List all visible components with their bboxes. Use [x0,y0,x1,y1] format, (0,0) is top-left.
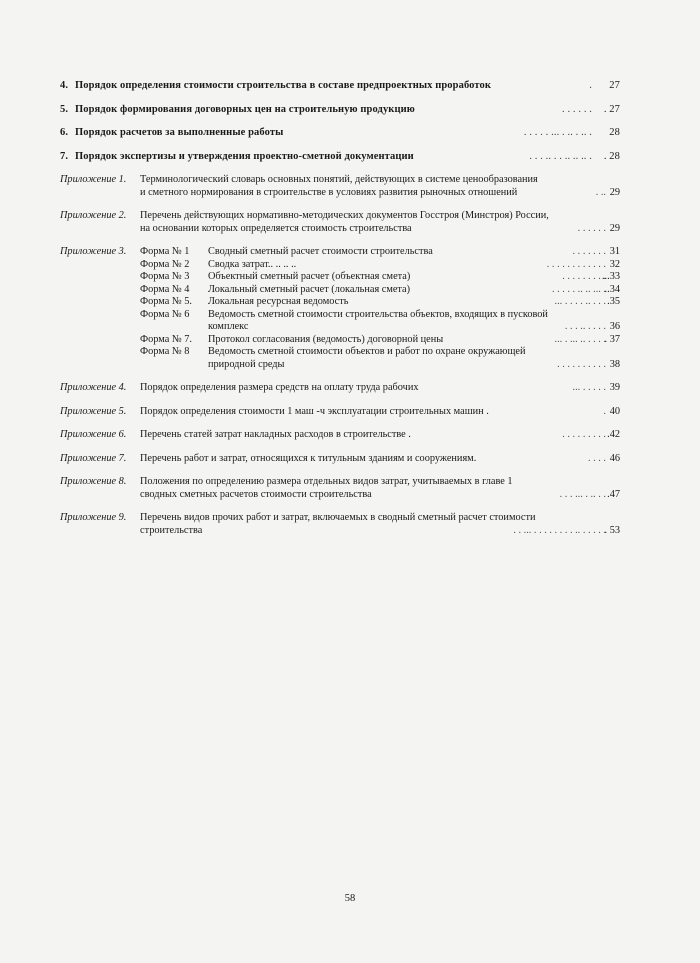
toc-section-row [60,78,620,93]
page-ref: . 53 [604,524,620,536]
form-number: Форма № 8 [140,346,190,357]
appendix-line [140,223,620,236]
form-line [140,296,620,309]
appendix-body [140,246,620,371]
section-title: Порядок определения стоимости строительства в составе предпроектных проработок [75,80,491,91]
form-line [140,259,620,272]
appendix-line [140,429,620,442]
form-line [140,271,620,284]
appendix-line [140,476,620,489]
appendix-body [140,512,620,537]
page-ref: 40 [609,405,620,417]
leader-dots: . . . . . .. .. ... . [551,283,606,295]
leader-dots: ... . . . . . [572,382,606,393]
section-number: 5. [60,103,69,115]
form-line [140,246,620,259]
appendix-line [140,489,620,502]
page-ref: 29 [609,222,620,234]
appendix-line [140,525,620,538]
appendix-line [140,406,620,419]
appendix-label: Приложение 7. [60,452,127,464]
leader-dots: . .. [595,186,606,198]
form-title: Ведомость сметной стоимости строительства объектов, входящих в пусковой [208,308,548,320]
leader-dots: . [603,405,606,417]
form-line [140,346,620,359]
appendix-line [140,453,620,466]
appendix-body [140,174,620,199]
form-number: Форма № 4 [140,283,190,295]
form-title: Сводка затрат.. .. .. .. [208,258,297,270]
appendix-text: и сметного нормирования в строительстве в условиях развития рыночных отношений [140,186,518,198]
appendix-label: Приложение 4. [60,382,127,393]
page-ref: .42 [607,429,620,440]
appendix-text: Порядок определения стоимости 1 маш -ч эксплуатации строительных машин . [140,405,489,417]
leader-dots: . . ... . . . . . . . . .. . . . . . [513,524,606,536]
appendix-label: Приложение 6. [60,429,127,440]
form-line [140,359,620,372]
toc-section-row [60,125,620,140]
leader-dots: . . . ... . .. . . [559,488,606,500]
form-title: Сводный сметный расчет стоимости строительства [208,246,433,257]
appendix-body [140,406,620,419]
appendix-body [140,382,620,395]
appendix-text: на основании которых определяется стоимость строительства [140,222,412,234]
leader-dots: . . . . . ... . .. . .. . [523,127,592,138]
appendix-label: Приложение 8. [60,476,127,487]
leader-dots: ... . ... .. . . . . [554,333,606,345]
section-title: Порядок экспертизы и утверждения проектно-сметной документации [75,150,414,162]
leader-dots: . . . . . . . . . [562,429,606,440]
page-ref: . 27 [603,103,620,115]
appendix-text: Перечень статей затрат накладных расходов в строительстве . [140,429,411,440]
page-ref: .47 [607,488,620,500]
leader-dots: . . . . . . [577,222,606,234]
leader-dots: . . . . . . . . . . . . [546,258,606,270]
page-ref: 29 [609,186,620,198]
page-ref: .35 [607,296,620,307]
page-ref: . 28 [603,150,620,162]
appendix-label: Приложение 5. [60,405,127,417]
form-title: Протокол согласования (ведомость) договорной цены [208,333,444,345]
form-number: Форма № 1 [140,246,190,257]
form-title: комплекс [208,321,249,332]
page-ref: 27 [609,80,620,91]
page-ref: 39 [609,382,620,393]
form-line [140,321,620,334]
form-title: Объектный сметный расчет (объектная смета) [208,271,411,282]
leader-dots: . . . . . . [562,103,592,115]
page-ref: 28 [609,127,620,138]
leader-dots: . . . . . . . . . [562,271,606,282]
form-number: Форма № 6 [140,308,190,320]
appendix-text: строительства [140,524,203,536]
form-title: Локальная ресурсная ведомость [208,296,349,307]
appendix-text: Терминологический словарь основных понятий, действующих в системе ценообразования [140,174,538,185]
form-title: Ведомость сметной стоимости объектов и работ по охране окружающей [208,346,526,357]
appendix-text: Перечень действующих нормативно-методических документов Госстроя (Минстроя) России, [140,210,549,221]
form-number: Форма № 5. [140,296,192,307]
leader-dots: . [589,80,592,91]
section-title: Порядок формирования договорных цен на строительную продукцию [75,103,415,115]
section-number: 7. [60,150,69,162]
appendix-text: Перечень видов прочих работ и затрат, включаемых в сводный сметный расчет стоимости [140,512,536,523]
form-number: Форма № 7. [140,333,192,345]
appendix-line [140,512,620,525]
page-ref: 46 [609,452,620,464]
page-ref: 38 [609,358,620,370]
toc-section-row [60,149,620,164]
appendix-line [140,210,620,223]
leader-dots: . . . .. . . . . [564,321,606,332]
leader-dots: ... . . . . .. . . . [554,296,606,307]
page-ref: 36 [609,321,620,332]
form-number: Форма № 2 [140,258,190,270]
form-line [140,309,620,322]
form-title: природной среды [208,358,285,370]
appendix-text: Перечень работ и затрат, относящихся к титульным зданиям и сооружениям. [140,452,477,464]
section-number: 6. [60,127,69,138]
appendix-text: сводных сметных расчетов стоимости строительства [140,488,372,500]
page-ref: ..34 [604,283,620,295]
section-title: Порядок расчетов за выполненные работы [75,127,284,138]
appendix-label: Приложение 2. [60,210,127,221]
leader-dots: . . . . . . . . . . [557,358,606,370]
toc-section-row [60,102,620,117]
page-ref: . 37 [604,333,620,345]
appendix-body [140,210,620,235]
appendix-line [140,174,620,187]
leader-dots: . . . . . . . [572,246,606,257]
page-ref: ...33 [601,271,620,282]
appendix-label: Приложение 1. [60,174,127,185]
appendix-label: Приложение 9. [60,512,127,523]
appendix-body [140,476,620,501]
leader-dots: . . . . [587,452,606,464]
page-ref: 32 [609,258,620,270]
form-number: Форма № 3 [140,271,190,282]
page-ref: 31 [609,246,620,257]
section-number: 4. [60,80,69,91]
appendix-line [140,187,620,200]
appendix-text: Порядок определения размера средств на оплату труда рабочих [140,382,419,393]
appendix-line [140,382,620,395]
appendix-label: Приложение 3. [60,246,127,257]
appendix-body [140,429,620,442]
leader-dots: . . . .. . . .. .. .. . [529,150,592,162]
appendix-text: Положения по определению размера отдельных видов затрат, учитываемых в главе 1 [140,476,513,487]
page-number: 58 [344,893,356,904]
form-title: Локальный сметный расчет (локальная смета) [208,283,411,295]
form-line [140,334,620,347]
form-line [140,284,620,297]
appendix-body [140,453,620,466]
